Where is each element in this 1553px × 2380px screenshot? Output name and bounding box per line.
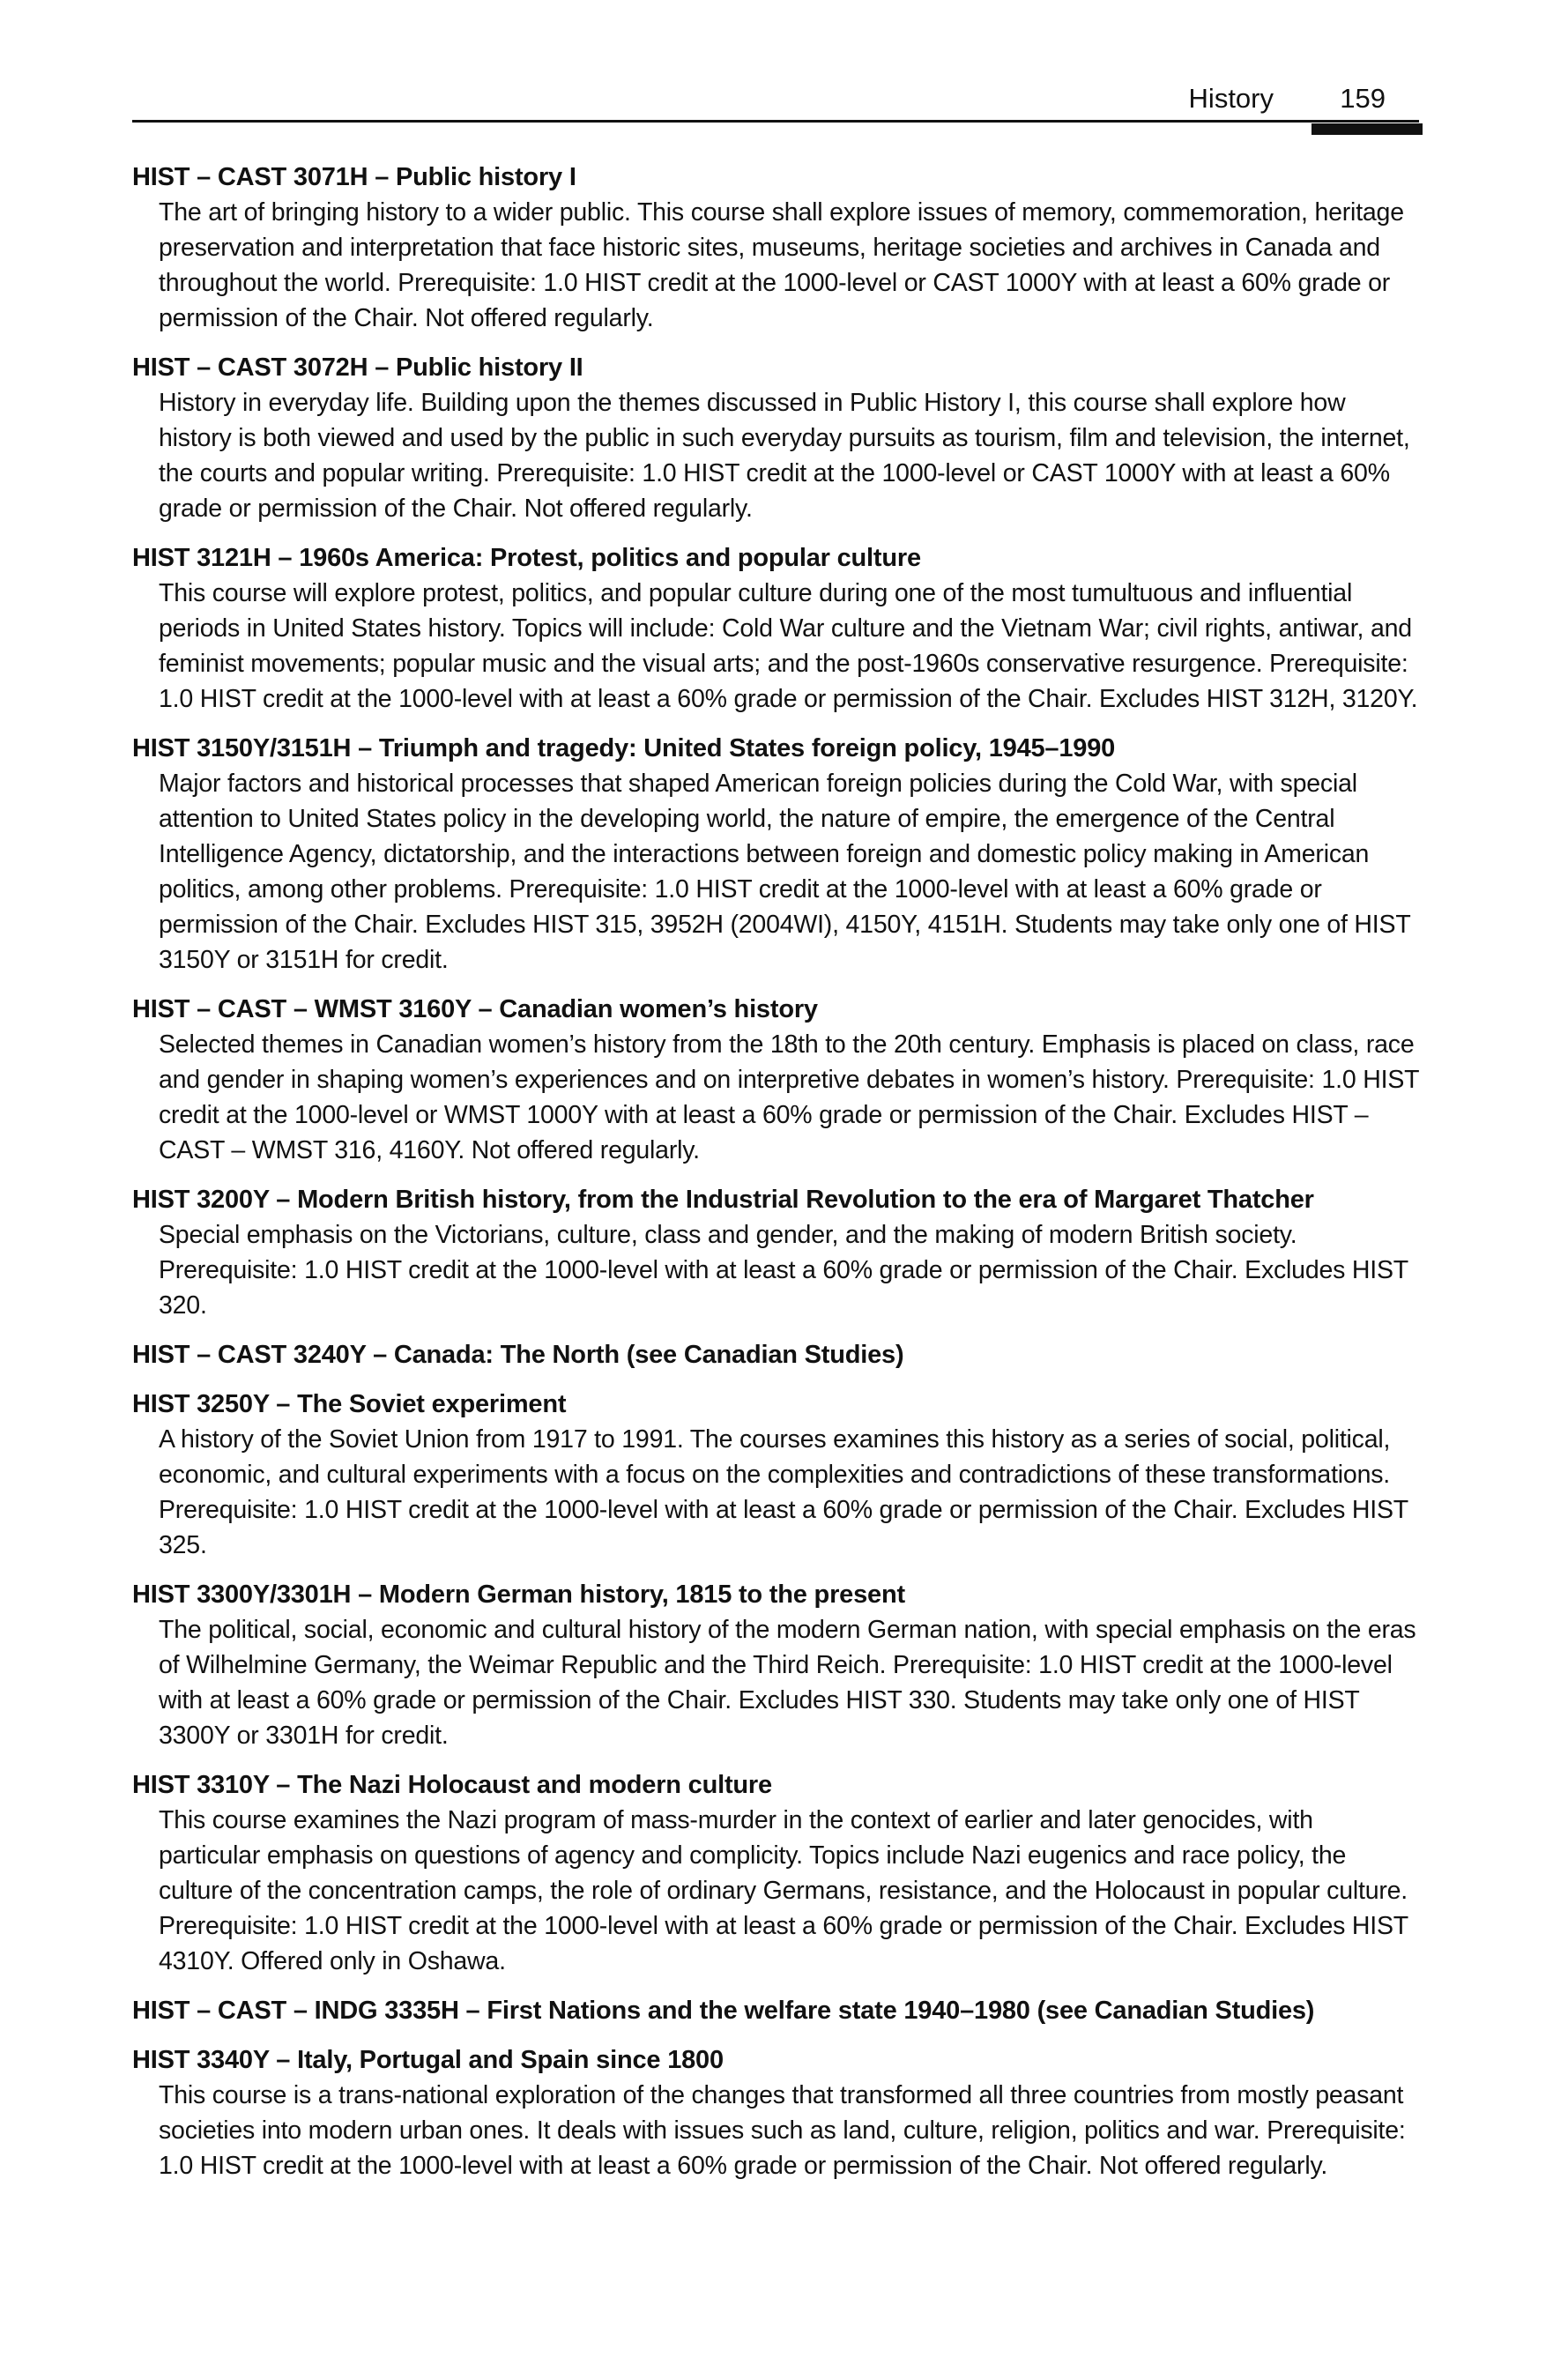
- course-title: HIST 3250Y – The Soviet experiment: [132, 1390, 567, 1418]
- course-title: HIST 3300Y/3301H – Modern German history, 1815 to the present: [132, 1580, 905, 1609]
- course-title: HIST 3200Y – Modern British history, from the Industrial Revolution to the era of Margaret Thatcher: [132, 1186, 1314, 1214]
- course-title: HIST – CAST 3240Y – Canada: The North (see Canadian Studies): [132, 1341, 904, 1369]
- course-entry: [132, 993, 1421, 1168]
- course-entry: [132, 1183, 1421, 1323]
- course-list: [132, 160, 1421, 2198]
- course-entry: [132, 541, 1421, 717]
- course-description: This course examines the Nazi program of mass-murder in the context of earlier and later genocides, with particular emphasis on questions of agency and complicity. Topics include Nazi eugenics and race policy, the culture of the concentration camps, the role of ordinary Germans, resistance, and the Holocaust in popular culture. Prerequisite: 1.0 HIST credit at the 1000-level with at least a 60% grade or permission of the Chair. Excludes HIST 4310Y. Offered only in Oshawa.: [159, 1806, 1408, 1975]
- page-tab-bar: [1312, 123, 1423, 135]
- course-description: History in everyday life. Building upon the themes discussed in Public History I, this course shall explore how history is both viewed and used by the public in such everyday pursuits as tourism, film and television, the internet, the courts and popular writing. Prerequisite: 1.0 HIST credit at the 1000-level or CAST 1000Y with at least a 60% grade or permission of the Chair. Not offered regularly.: [159, 389, 1410, 523]
- course-entry: [132, 1768, 1421, 1979]
- course-title: HIST 3340Y – Italy, Portugal and Spain since 1800: [132, 2046, 724, 2074]
- course-description: Special emphasis on the Victorians, culture, class and gender, and the making of modern British society. Prerequisite: 1.0 HIST credit at the 1000-level with at least a 60% grade or permission of the Chair. Excludes HIST 320.: [159, 1221, 1408, 1320]
- course-title: HIST – CAST – INDG 3335H – First Nations and the welfare state 1940–1980 (see Canadian Studies): [132, 1997, 1315, 2025]
- course-entry: [132, 160, 1421, 336]
- course-description: This course will explore protest, politics, and popular culture during one of the most tumultuous and influential periods in United States history. Topics will include: Cold War culture and the Vietnam War; civil rights, antiwar, and feminist movements; popular music and the visual arts; and the post-1960s conservative resurgence. Prerequisite: 1.0 HIST credit at the 1000-level with at least a 60% grade or permission of the Chair. Excludes HIST 312H, 3120Y.: [159, 579, 1418, 713]
- course-entry: [132, 1338, 1421, 1372]
- course-entry: [132, 2043, 1421, 2183]
- course-entry: [132, 1994, 1421, 2028]
- course-title: HIST 3150Y/3151H – Triumph and tragedy: United States foreign policy, 1945–1990: [132, 734, 1116, 762]
- running-head: [132, 78, 1419, 123]
- course-title: HIST – CAST – WMST 3160Y – Canadian women’s history: [132, 995, 818, 1023]
- course-title: HIST – CAST 3071H – Public history I: [132, 163, 576, 191]
- course-entry: [132, 732, 1421, 978]
- course-title: HIST – CAST 3072H – Public history II: [132, 353, 583, 382]
- course-entry: [132, 351, 1421, 526]
- course-description: This course is a trans-national exploration of the changes that transformed all three countries from mostly peasant societies into modern urban ones. It deals with issues such as land, culture, religion, politics and war. Prerequisite: 1.0 HIST credit at the 1000-level with at least a 60% grade or permission of the Chair. Not offered regularly.: [159, 2081, 1406, 2180]
- course-description: The art of bringing history to a wider public. This course shall explore issues of memory, commemoration, heritage preservation and interpretation that face historic sites, museums, heritage societies and archives in Canada and throughout the world. Prerequisite: 1.0 HIST credit at the 1000-level or CAST 1000Y with at least a 60% grade or permission of the Chair. Not offered regularly.: [159, 198, 1404, 332]
- course-entry: [132, 1578, 1421, 1753]
- course-description: Major factors and historical processes that shaped American foreign policies during the Cold War, with special attention to United States policy in the developing world, the nature of empire, the emergence of the Central Intelligence Agency, dictatorship, and the interactions between foreign and domestic policy making in American politics, among other problems. Prerequisite: 1.0 HIST credit at the 1000-level with at least a 60% grade or permission of the Chair. Excludes HIST 315, 3952H (2004WI), 4150Y, 4151H. Students may take only one of HIST 3150Y or 3151H for credit.: [159, 770, 1411, 974]
- course-entry: [132, 1387, 1421, 1563]
- page-number: 159: [1340, 83, 1386, 114]
- course-description: A history of the Soviet Union from 1917 to 1991. The courses examines this history as a series of social, political, economic, and cultural experiments with a focus on the complexities and contradictions of these transformations. Prerequisite: 1.0 HIST credit at the 1000-level with at least a 60% grade or permission of the Chair. Excludes HIST 325.: [159, 1425, 1408, 1559]
- course-title: HIST 3310Y – The Nazi Holocaust and modern culture: [132, 1771, 772, 1799]
- course-title: HIST 3121H – 1960s America: Protest, politics and popular culture: [132, 544, 921, 572]
- section-title: History: [1188, 83, 1274, 114]
- course-description: Selected themes in Canadian women’s history from the 18th to the 20th century. Emphasis is placed on class, race and gender in shaping women’s experiences and on interpretive debates in women’s history. Prerequisite: 1.0 HIST credit at the 1000-level or WMST 1000Y with at least a 60% grade or permission of the Chair. Excludes HIST – CAST – WMST 316, 4160Y. Not offered regularly.: [159, 1030, 1419, 1164]
- course-description: The political, social, economic and cultural history of the modern German nation, with special emphasis on the eras of Wilhelmine Germany, the Weimar Republic and the Third Reich. Prerequisite: 1.0 HIST credit at the 1000-level with at least a 60% grade or permission of the Chair. Excludes HIST 330. Students may take only one of HIST 3300Y or 3301H for credit.: [159, 1616, 1416, 1750]
